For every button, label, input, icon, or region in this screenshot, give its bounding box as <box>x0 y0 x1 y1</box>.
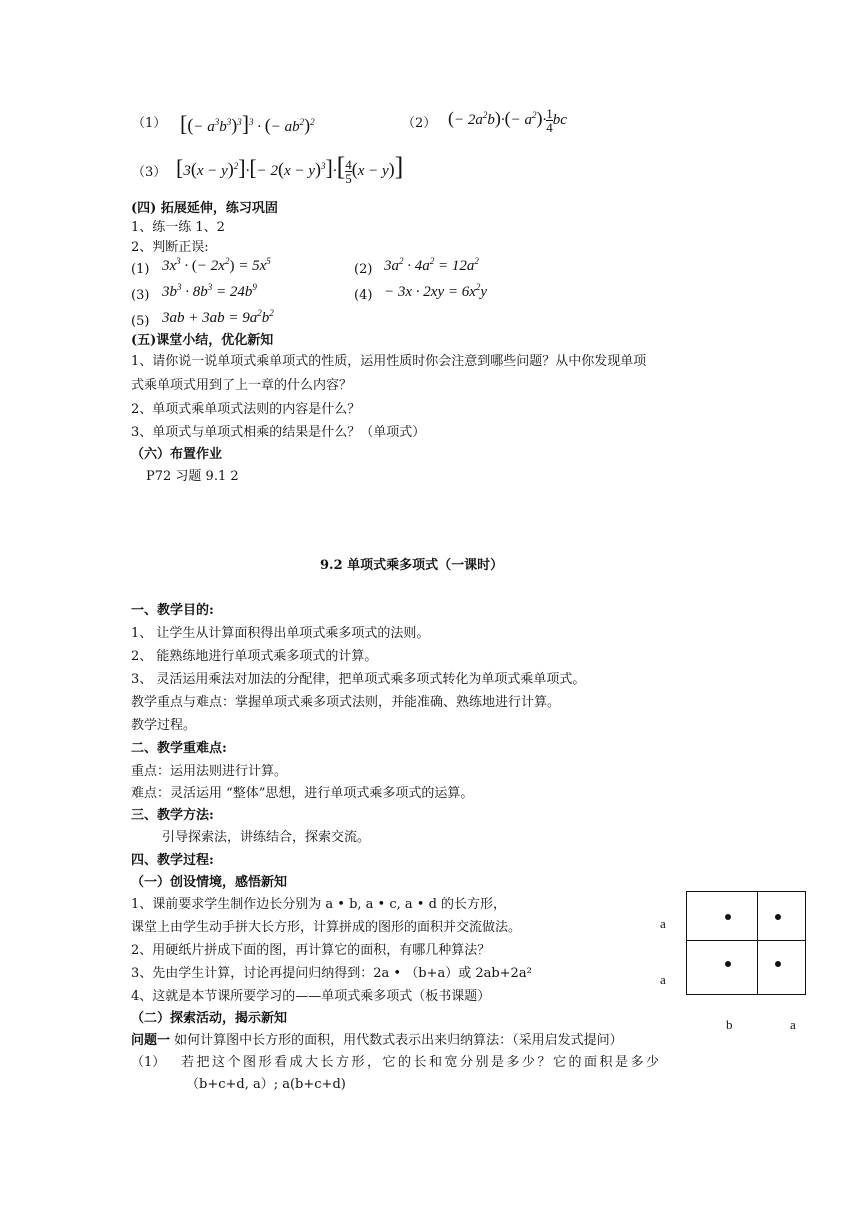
problem-1-label: 问题一 <box>131 1033 171 1048</box>
rectangle-grid-figure <box>686 891 806 995</box>
summary-q2: 2、单项式乘单项式法则的内容是什么？ <box>131 402 361 417</box>
step-1-point-1b: 课堂上由学生动手拼大长方形，计算拼成的图形的面积并交流做法。 <box>131 920 522 935</box>
section-6-heading: （六）布置作业 <box>131 447 223 462</box>
section-4-heading: (四) 拓展延伸，练习巩固 <box>131 201 278 216</box>
goals-heading: 一、教学目的: <box>131 603 214 618</box>
focus-heading: 二、教学重难点: <box>131 741 227 756</box>
exercise-2-label: （2） <box>402 116 437 131</box>
step-1-point-2: 2、用硬纸片拼成下面的图，再计算它的面积，有哪几种算法？ <box>131 943 491 958</box>
judge-2-label: (2) <box>354 262 373 277</box>
judge-3-expression: $3b^3 \cdot 8b^3 = 24b^9$ <box>162 282 257 300</box>
homework-line: P72 习题 9.1 2 <box>146 469 239 484</box>
figure-label-b: b <box>726 1017 733 1032</box>
question-1-label: （1） <box>131 1055 166 1070</box>
exercise-3-label: （3） <box>132 165 167 180</box>
practice-line: 1、练一练 1、2 <box>131 220 225 235</box>
step-1-point-3: 3、先由学生计算，讨论再提问归纳得到：2a • （b+a）或 2ab+2a² <box>131 966 532 981</box>
judge-heading: 2、判断正误: <box>131 240 209 255</box>
summary-q1-line2: 式乘单项式用到了上一章的什么内容？ <box>131 378 353 393</box>
problem-1-text: 如何计算图中长方形的面积，用代数式表示出来归纳算法：（采用启发式提问） <box>170 1033 623 1048</box>
judge-5-label: (5) <box>131 314 150 329</box>
difficulty-point: 难点：灵活运用 “整体”思想，进行单项式乘多项式的运算。 <box>131 786 474 801</box>
step-1-point-1a: 1、课前要求学生制作边长分别为 a • b, a • c, a • d 的长方形， <box>131 897 507 912</box>
grid-dot-top-left <box>725 914 731 920</box>
judge-2-expression: $3a^2 \cdot 4a^2 = 12a^2$ <box>384 256 479 274</box>
grid-vertical-divider <box>757 892 758 994</box>
judge-5-expression: $3ab + 3ab = 9a^2b^2$ <box>162 308 274 326</box>
grid-dot-top-right <box>775 914 781 920</box>
judge-1-label: (1) <box>131 262 150 277</box>
section-5-heading: (五)课堂小结，优化新知 <box>131 333 274 348</box>
exercise-1-expression: [(− $a^3b^3)^3]^3$ · (− $ab^2)^2$ <box>180 111 315 136</box>
goal-1: 1、 让学生从计算面积得出单项式乘多项式的法则。 <box>131 626 430 641</box>
step-2-heading: （二）探索活动，揭示新知 <box>131 1011 288 1026</box>
judge-3-label: (3) <box>131 288 150 303</box>
judge-1-expression: $3x^3$ · (− $2x^2) = 5x^5$ <box>162 256 271 274</box>
goal-2: 2、 能熟练地进行单项式乘多项式的计算。 <box>131 649 378 664</box>
judge-4-label: (4) <box>354 288 373 303</box>
process-heading: 四、教学过程: <box>131 853 214 868</box>
grid-dot-bottom-right <box>775 961 781 967</box>
question-1-answer: （b+c+d, a）; a(b+c+d) <box>186 1077 346 1092</box>
step-1-point-4: 4、这就是本节课所要学习的——单项式乘多项式（板书课题） <box>131 989 491 1004</box>
summary-q3: 3、单项式与单项式相乘的结果是什么？（单项式） <box>131 425 426 440</box>
goal-3: 3、 灵活运用乘法对加法的分配律，把单项式乘多项式转化为单项式乘单项式。 <box>131 672 586 687</box>
step-1-heading: （一）创设情境，感悟新知 <box>131 875 288 890</box>
exercise-1-label: （1） <box>132 116 167 131</box>
judge-4-expression: − $3x \cdot 2xy = 6x^2y$ <box>384 282 488 300</box>
method-text: 引导探索法，讲练结合，探索交流。 <box>162 830 371 845</box>
grid-horizontal-divider <box>687 940 805 941</box>
key-points: 教学重点与难点：掌握单项式乘多项式法则，并能准确、熟练地进行计算。 <box>131 695 561 710</box>
problem-1-line <box>131 1033 623 1049</box>
summary-q1-line1: 1、请你说一说单项式乘单项式的性质，运用性质时你会注意到哪些问题？从中你发现单项 <box>131 354 647 369</box>
lesson-title: 9.2 单项式乘多项式（一课时） <box>320 558 504 573</box>
grid-dot-bottom-left <box>725 961 731 967</box>
teaching-process-note: 教学过程。 <box>131 718 197 733</box>
exercise-2-expression: (− $2a^2b)\cdot(- a^2)\cdot$ $\frac{1}{4}$ bc <box>448 106 567 135</box>
figure-label-a-top: a <box>660 916 666 931</box>
focus-point: 重点：运用法则进行计算。 <box>131 764 288 779</box>
question-1-text: 若把这个图形看成大长方形，它的长和宽分别是多少？它的面积是多少 <box>181 1055 662 1070</box>
figure-label-a-right: a <box>790 1017 796 1032</box>
figure-label-a-bottom: a <box>660 972 666 987</box>
method-heading: 三、教学方法: <box>131 808 214 823</box>
exercise-3-expression: $[3(x - y)^2]\cdot[- 2(x - y)^3]\cdot$[ $\frac{4}{5}$ (x − y)] <box>176 152 404 187</box>
